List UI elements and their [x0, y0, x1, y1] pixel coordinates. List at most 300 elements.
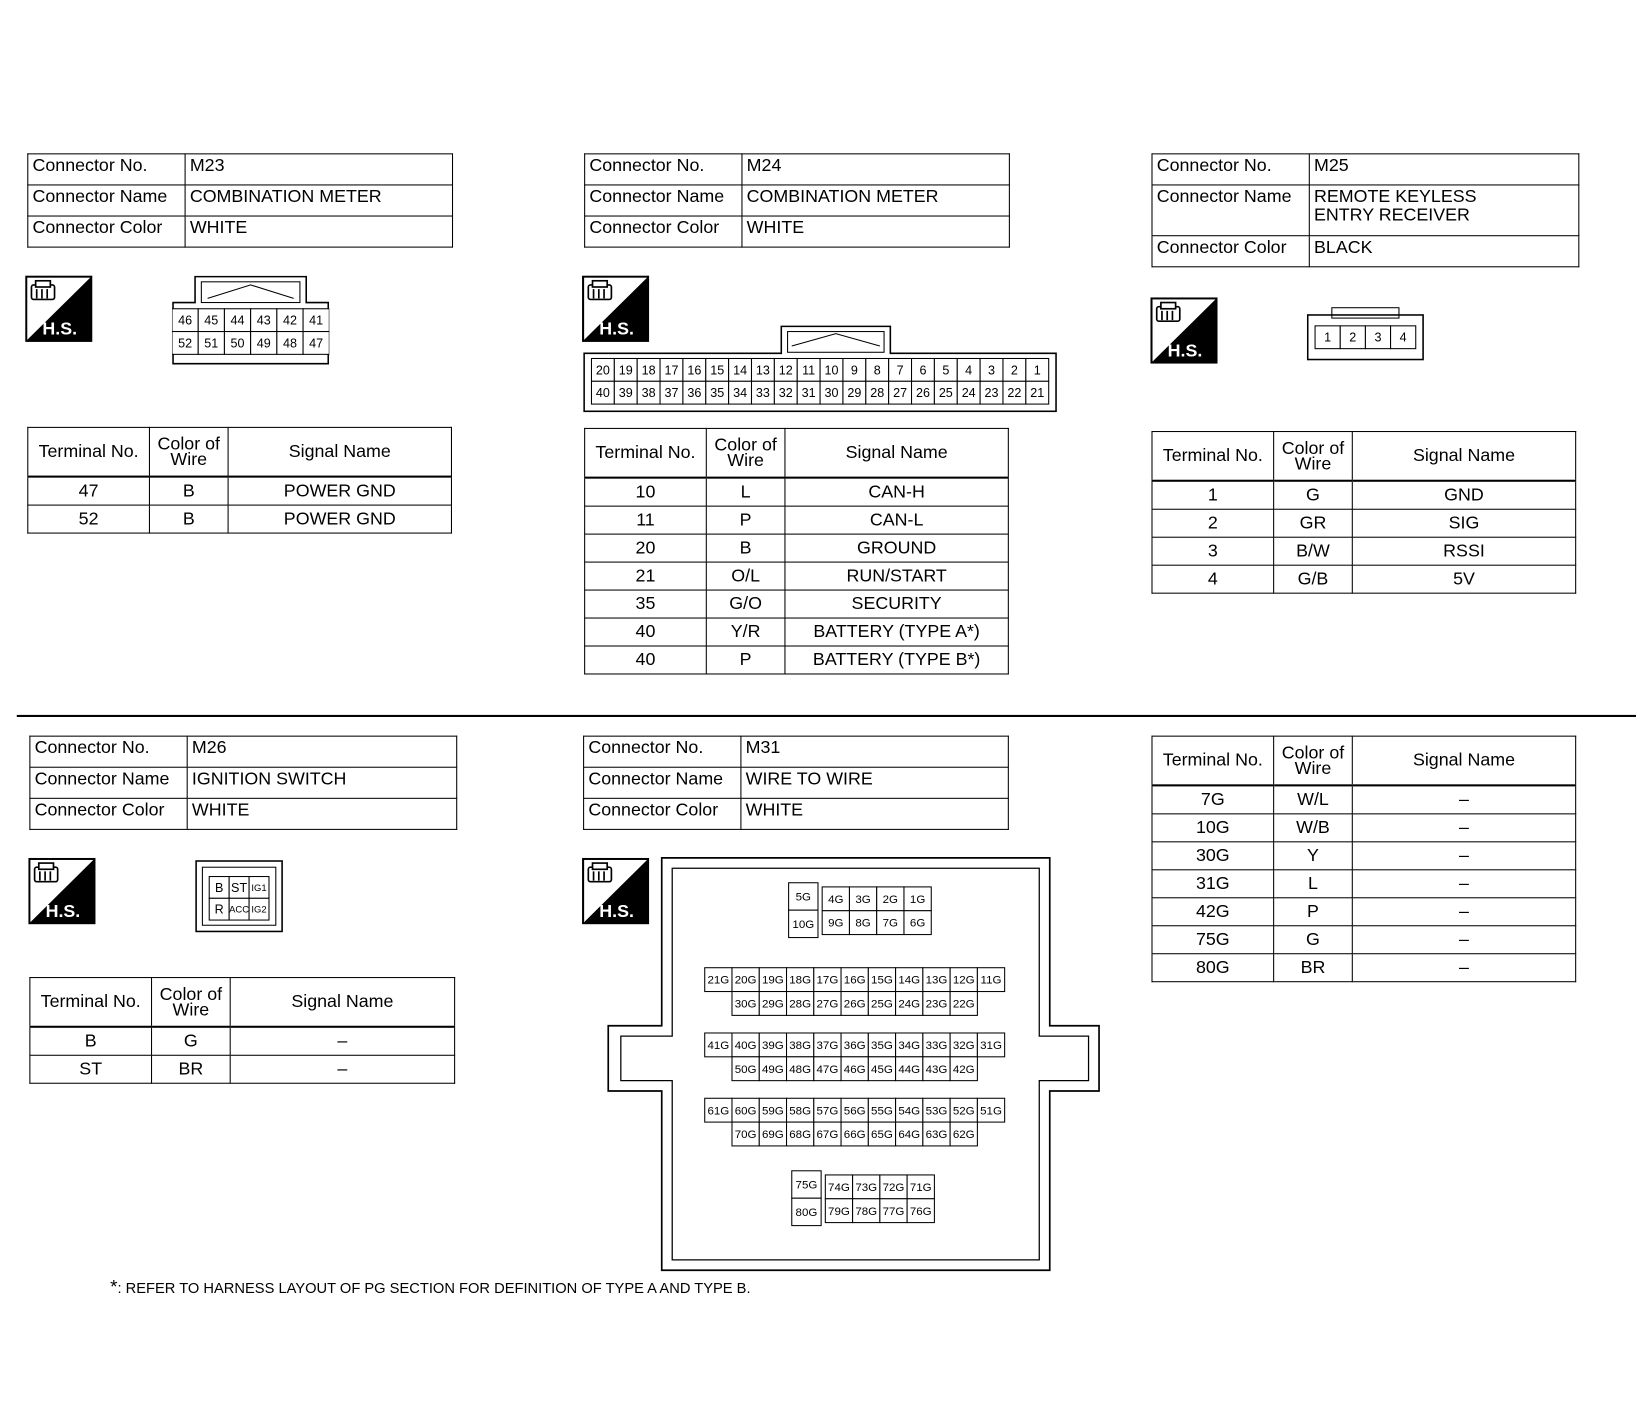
cavity-label: 69G	[761, 1129, 784, 1142]
terminal-cavity	[729, 358, 752, 381]
table-row	[1152, 926, 1576, 954]
label-connector-name: Connector Name	[28, 185, 185, 216]
cavity-label: 36	[687, 386, 702, 401]
terminal-cavity	[751, 381, 774, 404]
hs-label: H.S.	[42, 318, 78, 339]
terminal-cavity	[591, 358, 614, 381]
terminal-cavity	[841, 968, 868, 992]
cavity-label: 75G	[795, 1179, 818, 1192]
connector-no-value: M25	[1309, 154, 1579, 185]
signal-name-cell: CAN-H	[785, 478, 1008, 506]
terminal-cavity	[849, 911, 876, 935]
terminal-cavity	[977, 1098, 1004, 1122]
signal-name-cell: –	[1352, 898, 1575, 926]
connector-name-value: WIRE TO WIRE	[741, 767, 1008, 798]
cavity-label: 62G	[952, 1129, 975, 1142]
cavity-label: IG2	[251, 904, 267, 915]
terminal-cavity	[853, 1199, 880, 1223]
cavity-label: 42G	[952, 1063, 975, 1076]
cavity-label: 34G	[898, 1040, 921, 1052]
cavity-label: 25	[938, 386, 953, 401]
terminal-cavity	[303, 332, 329, 355]
info-row	[30, 736, 457, 767]
cavity-label: 55G	[871, 1105, 893, 1118]
cavity-label: 20	[595, 363, 610, 378]
label-connector-no: Connector No.	[28, 154, 185, 185]
terminal-cavity	[923, 1122, 950, 1146]
cavity-label: 45	[204, 313, 219, 328]
cavity-label: 12G	[952, 974, 975, 987]
wire-color-cell: B	[149, 477, 228, 505]
terminal-header-row	[585, 428, 1009, 477]
cavity-label: 15	[710, 363, 725, 378]
terminal-cavity	[977, 1033, 1004, 1057]
cavity-label: 77G	[882, 1205, 905, 1218]
cavity-label: 10	[824, 363, 839, 378]
wire-color-cell: G	[1274, 926, 1353, 954]
terminal-cavity	[866, 381, 889, 404]
header-color-of-wire: Color of Wire	[152, 978, 231, 1027]
cavity-label: 72G	[882, 1182, 905, 1194]
cavity-label: 59G	[761, 1105, 784, 1118]
hs-label: H.S.	[45, 901, 81, 921]
signal-name-cell: –	[1352, 842, 1575, 870]
terminal-cavity	[896, 992, 923, 1016]
terminal-no-cell: 40	[585, 618, 707, 646]
cavity-label: 27G	[816, 998, 839, 1011]
cavity-label: 47G	[816, 1063, 839, 1076]
terminal-cavity	[732, 992, 759, 1016]
terminal-cavity	[1315, 326, 1340, 349]
cavity-label: 2	[1349, 330, 1357, 345]
terminal-cavity	[614, 358, 637, 381]
cavity-label: 5	[942, 363, 950, 378]
cavity-label: 18	[641, 363, 656, 378]
terminal-cavity	[923, 992, 950, 1016]
terminal-table-m25	[1151, 431, 1576, 594]
table-row	[1152, 898, 1576, 926]
cavity-label: 41	[309, 313, 324, 328]
header-signal-name: Signal Name	[228, 427, 451, 476]
info-row	[30, 767, 457, 798]
terminal-cavity	[251, 332, 277, 355]
info-row	[585, 185, 1010, 216]
cavity-label: 21G	[707, 974, 730, 987]
terminal-no-cell: 3	[1152, 537, 1274, 565]
terminal-no-cell: 4	[1152, 565, 1274, 593]
cavity-label: 46	[178, 313, 193, 328]
connector-face-m25	[1307, 307, 1424, 361]
terminal-cavity	[759, 992, 786, 1016]
cavity-label: 1	[1324, 330, 1332, 345]
terminal-cavity	[950, 1033, 977, 1057]
terminal-table-m23	[27, 427, 452, 534]
terminal-cavity	[880, 1175, 907, 1199]
cavity-label: 54G	[898, 1105, 921, 1118]
terminal-cavity	[877, 911, 904, 935]
terminal-cavity	[732, 1057, 759, 1081]
terminal-no-cell: 80G	[1152, 954, 1274, 982]
terminal-cavity	[822, 887, 849, 911]
cavity-label: 9G	[828, 917, 844, 930]
cavity-label: 30	[824, 386, 839, 401]
connector-name-value: COMBINATION METER	[742, 185, 1009, 216]
info-row	[1152, 154, 1579, 185]
cavity-label: 41G	[707, 1040, 730, 1052]
terminal-cavity	[224, 332, 250, 355]
cavity-label: 27	[893, 386, 908, 401]
hs-label: H.S.	[599, 901, 634, 921]
wire-color-cell: L	[706, 478, 785, 506]
cavity-label: 56G	[843, 1105, 866, 1118]
wire-color-cell: W/B	[1274, 814, 1353, 842]
cavity-label: 31	[801, 386, 816, 401]
header-signal-name: Signal Name	[1352, 736, 1575, 785]
cavity-label: 13G	[925, 974, 948, 987]
terminal-cavity	[732, 1033, 759, 1057]
terminal-no-cell: 52	[28, 505, 150, 533]
header-signal-name: Signal Name	[230, 978, 454, 1027]
signal-name-cell: POWER GND	[228, 477, 451, 505]
connector-color-value: WHITE	[187, 798, 457, 829]
label-connector-no: Connector No.	[30, 736, 187, 767]
hs-label: H.S.	[599, 318, 634, 339]
connector-color-value: BLACK	[1309, 236, 1579, 267]
terminal-cavity	[889, 381, 912, 404]
connector-no-value: M31	[741, 736, 1008, 767]
cavity-label: 1G	[909, 893, 926, 906]
cavity-label: 40G	[734, 1040, 757, 1052]
label-connector-name: Connector Name	[30, 767, 187, 798]
cavity-label: 64G	[898, 1129, 921, 1142]
terminal-cavity	[1365, 326, 1390, 349]
terminal-cavity	[868, 1033, 895, 1057]
cavity-label: 36G	[843, 1040, 866, 1052]
table-row	[28, 477, 452, 505]
cavity-label: 40	[595, 386, 610, 401]
cavity-label: 35G	[871, 1040, 893, 1052]
info-row	[584, 767, 1009, 798]
table-row	[585, 562, 1009, 590]
terminal-cavity	[251, 309, 277, 332]
cavity-label: 63G	[925, 1129, 948, 1142]
wire-color-cell: G/B	[1274, 565, 1353, 593]
terminal-cavity	[934, 358, 957, 381]
cavity-label: 6G	[909, 917, 926, 930]
table-row	[30, 1055, 455, 1083]
cavity-label: 25G	[871, 998, 893, 1011]
cavity-label: 5G	[795, 891, 811, 904]
wire-color-cell: GR	[1274, 509, 1353, 537]
cavity-label: 44G	[898, 1063, 921, 1076]
hs-icon	[28, 858, 95, 924]
signal-name-cell: –	[1352, 870, 1575, 898]
cavity-label: 14G	[898, 974, 921, 987]
terminal-cavity	[814, 1057, 841, 1081]
cavity-label: 14	[733, 363, 748, 378]
header-terminal-no: Terminal No.	[1152, 736, 1274, 785]
terminal-cavity	[249, 877, 269, 899]
signal-name-cell: CAN-L	[785, 506, 1008, 534]
cavity-label: 58G	[789, 1105, 812, 1118]
cavity-label: 78G	[855, 1205, 878, 1218]
terminal-table-m26	[29, 977, 455, 1084]
table-row	[585, 618, 1009, 646]
cavity-label: 2G	[882, 893, 899, 906]
cavity-label: 50	[230, 336, 245, 351]
terminal-cavity	[912, 381, 935, 404]
cavity-label: IG1	[251, 882, 267, 893]
cavity-label: 11G	[980, 974, 1002, 987]
connector-color-value: WHITE	[742, 216, 1009, 247]
terminal-cavity	[209, 877, 229, 899]
terminal-cavity	[934, 381, 957, 404]
cavity-label: 16G	[843, 974, 866, 987]
cavity-label: 79G	[828, 1205, 850, 1218]
header-signal-name: Signal Name	[1352, 432, 1575, 481]
terminal-cavity	[787, 1098, 814, 1122]
harness-side-icon	[28, 858, 95, 924]
terminal-cavity	[706, 381, 729, 404]
signal-name-cell: –	[1352, 926, 1575, 954]
cavity-label: 22	[1007, 386, 1022, 401]
info-row	[1152, 236, 1579, 267]
terminal-cavity	[896, 968, 923, 992]
cavity-label: 8	[873, 363, 881, 378]
cavity-label: 48G	[789, 1063, 812, 1076]
terminal-header-row	[30, 978, 455, 1027]
label-connector-color: Connector Color	[585, 216, 742, 247]
terminal-cavity	[904, 887, 931, 911]
cavity-label: 28G	[789, 998, 812, 1011]
connector-no-value: M24	[742, 154, 1009, 185]
wire-color-cell: G/O	[706, 590, 785, 618]
connector-face-m26	[195, 860, 283, 933]
label-connector-color: Connector Color	[28, 216, 185, 247]
signal-name-cell: BATTERY (TYPE B*)	[785, 646, 1008, 674]
info-row	[585, 154, 1010, 185]
terminal-cavity	[822, 911, 849, 935]
info-table-m23	[27, 153, 453, 247]
terminal-cavity	[868, 1057, 895, 1081]
signal-name-cell: RUN/START	[785, 562, 1008, 590]
terminal-cavity	[637, 381, 660, 404]
cavity-label: 28	[870, 386, 885, 401]
info-table-m25	[1151, 153, 1579, 267]
harness-side-icon	[25, 276, 92, 342]
terminal-cavity	[904, 911, 931, 935]
cavity-label: 30G	[734, 998, 757, 1011]
cavity-label: 24	[961, 386, 976, 401]
terminal-cavity	[980, 358, 1003, 381]
cavity-label: 49	[256, 336, 271, 351]
section-divider	[17, 715, 1636, 717]
terminal-cavity	[814, 992, 841, 1016]
terminal-no-cell: 35	[585, 590, 707, 618]
terminal-cavity	[172, 332, 198, 355]
cavity-label: 37G	[816, 1040, 839, 1052]
wire-color-cell: O/L	[706, 562, 785, 590]
signal-name-cell: –	[230, 1055, 454, 1083]
terminal-cavity	[729, 381, 752, 404]
cavity-label: 53G	[925, 1105, 948, 1118]
terminal-no-cell: 11	[585, 506, 707, 534]
label-connector-name: Connector Name	[584, 767, 741, 798]
terminal-cavity	[896, 1122, 923, 1146]
cavity-label: 23	[984, 386, 999, 401]
info-row	[28, 154, 453, 185]
header-terminal-no: Terminal No.	[30, 978, 152, 1027]
cavity-label: R	[214, 902, 224, 917]
terminal-cavity	[980, 381, 1003, 404]
terminal-no-cell: 20	[585, 534, 707, 562]
wire-color-cell: Y	[1274, 842, 1353, 870]
table-row	[1152, 842, 1576, 870]
terminal-cavity	[814, 1033, 841, 1057]
cavity-label: 66G	[843, 1129, 866, 1142]
terminal-cavity	[660, 381, 683, 404]
cavity-label: 45G	[871, 1063, 893, 1076]
connector-no-value: M26	[187, 736, 457, 767]
terminal-cavity	[797, 381, 820, 404]
terminal-no-cell: 1	[1152, 481, 1274, 509]
connector-face-m24	[583, 325, 1057, 412]
terminal-cavity	[853, 1175, 880, 1199]
label-connector-name: Connector Name	[585, 185, 742, 216]
cavity-label: 33G	[925, 1040, 948, 1052]
terminal-cavity	[591, 381, 614, 404]
wire-color-cell: G	[1274, 481, 1353, 509]
cavity-label: 4G	[828, 893, 844, 906]
cavity-label: 67G	[816, 1129, 839, 1142]
table-row	[1152, 481, 1576, 509]
terminal-cavity	[660, 358, 683, 381]
signal-name-cell: –	[1352, 814, 1575, 842]
terminal-cavity	[843, 381, 866, 404]
terminal-cavity	[229, 877, 249, 899]
terminal-cavity	[923, 1033, 950, 1057]
terminal-cavity	[732, 1122, 759, 1146]
cavity-label: 29	[847, 386, 862, 401]
terminal-cavity	[868, 968, 895, 992]
cavity-label: 20G	[734, 974, 757, 987]
cavity-label: 42	[282, 313, 297, 328]
info-table-m24	[584, 153, 1010, 247]
cavity-label: 39	[618, 386, 633, 401]
table-row	[30, 1027, 455, 1055]
cavity-label: 3G	[855, 893, 871, 906]
cavity-label: 18G	[789, 974, 812, 987]
cavity-label: 48	[282, 336, 297, 351]
terminal-no-cell: 10	[585, 478, 707, 506]
cavity-label: 38G	[789, 1040, 812, 1052]
terminal-cavity	[706, 358, 729, 381]
terminal-no-cell: ST	[30, 1055, 152, 1083]
terminal-cavity	[814, 1098, 841, 1122]
info-row	[584, 736, 1009, 767]
terminal-cavity	[1391, 326, 1416, 349]
terminal-cavity	[896, 1057, 923, 1081]
terminal-cavity	[198, 332, 224, 355]
terminal-cavity	[787, 1057, 814, 1081]
signal-name-cell: POWER GND	[228, 505, 451, 533]
terminal-cavity	[759, 1122, 786, 1146]
cavity-label: 80G	[795, 1207, 818, 1219]
terminal-header-row	[1152, 432, 1576, 481]
label-connector-no: Connector No.	[584, 736, 741, 767]
terminal-cavity	[877, 887, 904, 911]
terminal-cavity	[889, 358, 912, 381]
terminal-cavity	[705, 1033, 732, 1057]
terminal-cavity	[950, 992, 977, 1016]
terminal-cavity	[198, 309, 224, 332]
info-row	[28, 185, 453, 216]
cavity-label: 61G	[707, 1105, 730, 1118]
terminal-cavity	[923, 1098, 950, 1122]
table-row	[28, 505, 452, 533]
wire-color-cell: BR	[1274, 954, 1353, 982]
wire-color-cell: B	[706, 534, 785, 562]
cavity-label: 11	[802, 363, 816, 378]
terminal-cavity	[841, 1033, 868, 1057]
info-row	[28, 216, 453, 247]
footnote-asterisk: *	[110, 1276, 118, 1298]
cavity-label: 4	[1399, 330, 1407, 345]
cavity-label: 43G	[925, 1063, 948, 1076]
terminal-cavity	[229, 898, 249, 920]
signal-name-cell: –	[230, 1027, 454, 1055]
wire-color-cell: P	[706, 646, 785, 674]
cavity-label: 13	[755, 363, 770, 378]
terminal-cavity	[825, 1175, 852, 1199]
cavity-label: 70G	[734, 1129, 757, 1142]
cavity-label: 49G	[761, 1063, 784, 1076]
terminal-header-row	[1152, 736, 1576, 785]
cavity-label: 32	[778, 386, 793, 401]
terminal-cavity	[841, 1057, 868, 1081]
terminal-cavity	[705, 1098, 732, 1122]
terminal-cavity	[789, 910, 818, 937]
signal-name-cell: –	[1352, 954, 1575, 982]
header-color-of-wire: Color of Wire	[1274, 736, 1353, 785]
terminal-cavity	[814, 968, 841, 992]
hs-icon	[1150, 297, 1217, 363]
signal-name-cell: SIG	[1352, 509, 1575, 537]
info-row	[1152, 185, 1579, 236]
table-row	[585, 506, 1009, 534]
terminal-cavity	[868, 1098, 895, 1122]
signal-name-cell: RSSI	[1352, 537, 1575, 565]
hs-icon	[25, 276, 92, 342]
terminal-no-cell: 42G	[1152, 898, 1274, 926]
terminal-cavity	[683, 358, 706, 381]
label-connector-no: Connector No.	[585, 154, 742, 185]
wire-color-cell: B	[149, 505, 228, 533]
cavity-label: 24G	[898, 998, 921, 1011]
header-terminal-no: Terminal No.	[1152, 432, 1274, 481]
header-color-of-wire: Color of Wire	[1274, 432, 1353, 481]
cavity-label: 34	[733, 386, 748, 401]
signal-name-cell: SECURITY	[785, 590, 1008, 618]
terminal-cavity	[866, 358, 889, 381]
table-row	[1152, 785, 1576, 813]
terminal-cavity	[896, 1033, 923, 1057]
terminal-cavity	[825, 1199, 852, 1223]
connector-name-value: IGNITION SWITCH	[187, 767, 457, 798]
cavity-label: 23G	[925, 998, 948, 1011]
terminal-no-cell: 10G	[1152, 814, 1274, 842]
connector-name-value: REMOTE KEYLESS ENTRY RECEIVER	[1309, 185, 1579, 236]
